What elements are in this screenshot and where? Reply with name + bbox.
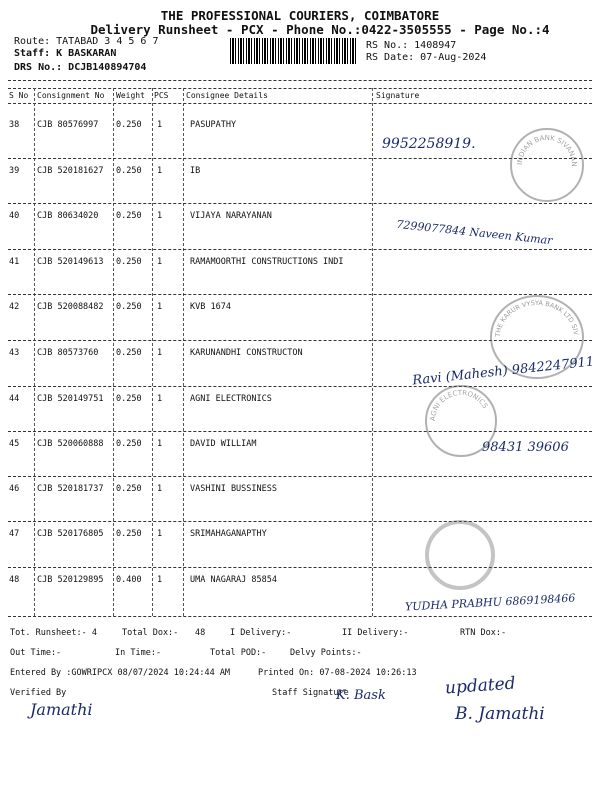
row-weight: 0.250 — [116, 120, 142, 130]
handwritten-phone-38: 9952258919. — [382, 136, 476, 152]
verified-by-label: Verified By — [10, 688, 67, 698]
row-weight: 0.250 — [116, 211, 142, 221]
row-consignee: AGNI ELECTRONICS — [190, 394, 272, 404]
table-row — [0, 388, 600, 432]
row-weight: 0.250 — [116, 484, 142, 494]
updated-note: updated — [444, 673, 517, 699]
staff-signature-label: Staff Signature — [272, 688, 349, 698]
total-pod: Total POD:- — [210, 648, 267, 658]
row-consignee: DAVID WILLIAM — [190, 439, 257, 449]
col-pcs: PCS — [154, 91, 169, 100]
row-sno: 46 — [9, 484, 20, 494]
company-title: THE PROFESSIONAL COURIERS, COIMBATORE — [160, 8, 440, 23]
row-consignment: CJB 520149751 — [37, 394, 104, 404]
row-weight: 0.250 — [116, 348, 142, 358]
row-pcs: 1 — [157, 120, 163, 130]
total-dox-label: Total Dox:- — [122, 628, 179, 638]
svg-text:INDIAN BANK SIVANANDA COLONY — [512, 130, 578, 167]
row-pcs: 1 — [157, 302, 163, 312]
row-pcs: 1 — [157, 348, 163, 358]
runsheet-title: Delivery Runsheet - PCX - Phone No.:0422-3505555 - Page No.:4 — [90, 22, 550, 37]
row-consignment: CJB 520149613 — [37, 257, 104, 267]
row-weight: 0.400 — [116, 575, 142, 585]
i-delivery: I Delivery:- — [230, 628, 292, 638]
total-dox-value: 48 — [195, 628, 206, 638]
row-sno: 42 — [9, 302, 20, 312]
rs-date: RS Date: 07-Aug-2024 — [366, 52, 487, 63]
svg-text:THE KARUR VYSYA BANK LTD SIVAN — [492, 297, 580, 338]
col-consignee: Consignee Details — [186, 91, 268, 100]
row-consignment: CJB 520129895 — [37, 575, 104, 585]
bank-stamp-text: INDIAN BANK SIVANAN — [515, 133, 579, 167]
row-sno: 41 — [9, 257, 20, 267]
row-consignee: RAMAMOORTHI CONSTRUCTIONS INDI — [190, 257, 344, 267]
row-consignment: CJB 80634020 — [37, 211, 99, 221]
handwritten-phone-45: 98431 39606 — [482, 440, 569, 455]
row-consignee: SRIMAHAGANAPTHY — [190, 529, 267, 539]
svg-text:AGNI ELECTRONICS — [429, 389, 490, 421]
ii-delivery: II Delivery:- — [342, 628, 409, 638]
table-row — [0, 114, 600, 158]
row-pcs: 1 — [157, 211, 163, 221]
bank-stamp-graphic — [512, 130, 582, 200]
row-sno: 47 — [9, 529, 20, 539]
row-sno: 43 — [9, 348, 20, 358]
verified-signature: Jamathi — [30, 700, 93, 719]
row-sno: 44 — [9, 394, 20, 404]
row-consignee: PASUPATHY — [190, 120, 237, 130]
col-consignment: Consignment No — [37, 91, 105, 100]
row-pcs: 1 — [157, 484, 163, 494]
table-row — [0, 478, 600, 522]
row-pcs: 1 — [157, 257, 163, 267]
bank-stamp — [510, 128, 584, 202]
rs-number: RS No.: 1408947 — [366, 40, 457, 51]
row-consignment: CJB 520176805 — [37, 529, 104, 539]
row-pcs: 1 — [157, 529, 163, 539]
row-pcs: 1 — [157, 394, 163, 404]
row-sno: 45 — [9, 439, 20, 449]
table-row — [0, 251, 600, 295]
rtn-dox: RTN Dox:- — [460, 628, 507, 638]
handwritten-note-48: YUDHA PRABHU 6869198466 — [404, 591, 576, 614]
table-row — [0, 523, 600, 567]
row-weight: 0.250 — [116, 529, 142, 539]
col-weight: Weight — [116, 91, 145, 100]
col-sno: S No — [9, 91, 29, 100]
row-consignment: CJB 80576997 — [37, 120, 99, 130]
printed-on: Printed On: 07-08-2024 10:26:13 — [258, 668, 417, 678]
row-weight: 0.250 — [116, 439, 142, 449]
handwritten-note-40: 7299077844 Naveen Kumar — [395, 217, 554, 248]
row-pcs: 1 — [157, 575, 163, 585]
agni-stamp-text: AGNI ELECTRONICS — [428, 388, 490, 422]
out-time: Out Time:- — [10, 648, 62, 658]
row-consignee: UMA NAGARAJ 85854 — [190, 575, 277, 585]
row-pcs: 1 — [157, 166, 163, 176]
row-weight: 0.250 — [116, 166, 142, 176]
in-time: In Time:- — [115, 648, 162, 658]
row-consignment: CJB 80573760 — [37, 348, 99, 358]
row-consignee: VIJAYA NARAYANAN — [190, 211, 272, 221]
row-consignment: CJB 520060888 — [37, 439, 104, 449]
round-stamp — [425, 520, 495, 590]
row-sno: 38 — [9, 120, 20, 130]
row-sno: 48 — [9, 575, 20, 585]
delvy-points: Delvy Points:- — [290, 648, 362, 658]
row-pcs: 1 — [157, 439, 163, 449]
row-consignee: KARUNANDHI CONSTRUCTON — [190, 348, 303, 358]
handwritten-note-43: Ravi (Mahesh) 9842247911 — [411, 354, 595, 389]
row-weight: 0.250 — [116, 394, 142, 404]
barcode — [230, 38, 358, 64]
route-label: Route: TATABAD 3 4 5 6 7 — [14, 36, 159, 47]
drs-number: DRS No.: DCJB140894704 — [14, 62, 147, 73]
staff-signature: K. Bask — [336, 688, 386, 703]
staff-label: Staff: K BASKARAN — [14, 48, 117, 59]
row-consignee: IB — [190, 166, 201, 176]
row-consignment: CJB 520181627 — [37, 166, 104, 176]
bank-stamp-kvb-text: THE KARUR VYSYA BANK LTD SIV — [493, 298, 580, 338]
row-weight: 0.250 — [116, 257, 142, 267]
row-consignment: CJB 520088482 — [37, 302, 104, 312]
row-consignee: KVB 1674 — [190, 302, 231, 312]
row-consignment: CJB 520181737 — [37, 484, 104, 494]
col-signature: Signature — [376, 91, 420, 100]
row-sno: 39 — [9, 166, 20, 176]
row-weight: 0.250 — [116, 302, 142, 312]
updated-by-signature: B. Jamathi — [455, 704, 545, 724]
tot-runsheet: Tot. Runsheet:- 4 — [10, 628, 97, 638]
row-consignee: VASHINI BUSSINESS — [190, 484, 277, 494]
row-sno: 40 — [9, 211, 20, 221]
entered-by: Entered By :GOWRIPCX 08/07/2024 10:24:44 AM — [10, 668, 231, 678]
